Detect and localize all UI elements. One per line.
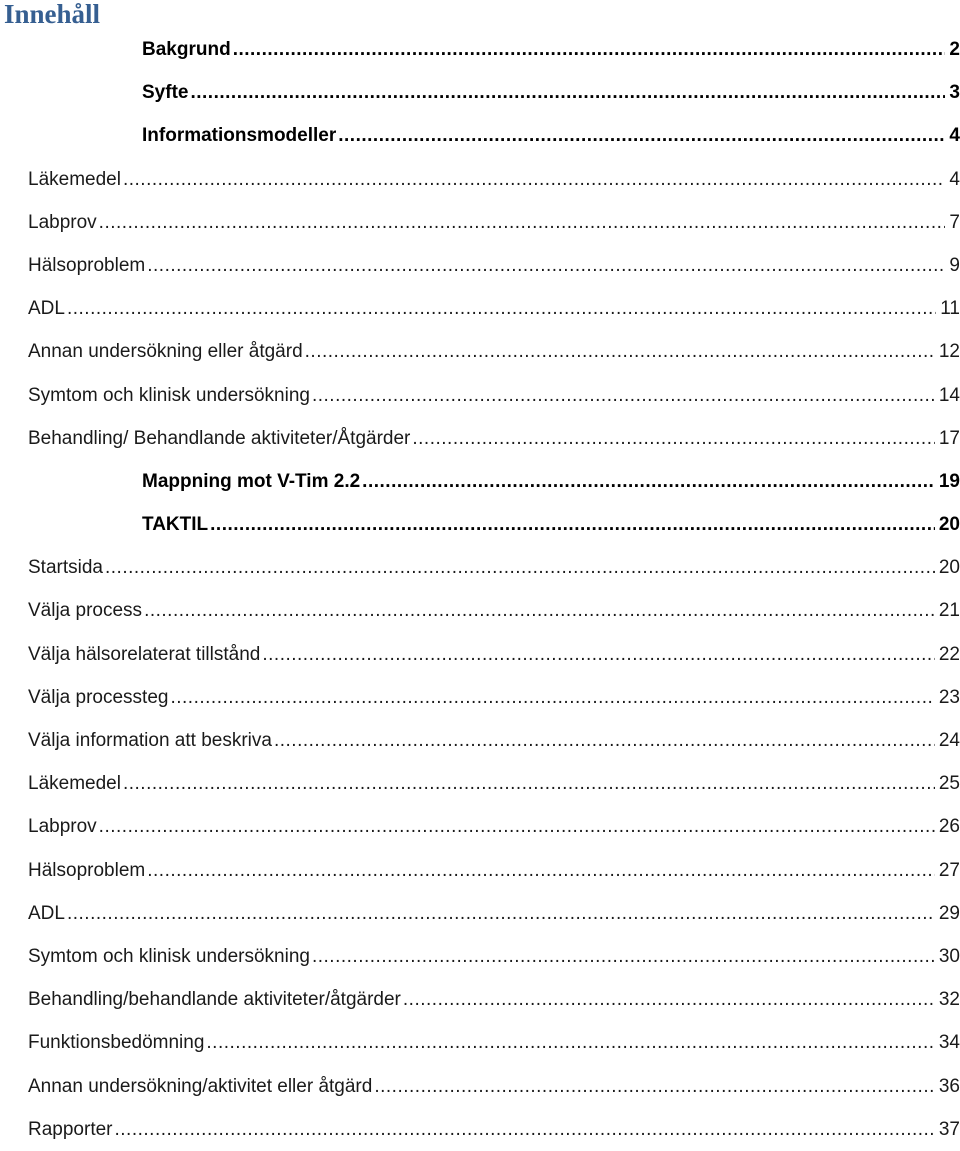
toc-entry-title: Hälsoproblem	[28, 254, 146, 276]
toc-entry-title: Syfte	[142, 82, 189, 104]
toc-entry-title: Hälsoproblem	[28, 859, 146, 881]
toc-entry-title: Välja processteg	[28, 686, 169, 708]
toc-leader-dots	[67, 892, 935, 935]
toc-leader-dots	[412, 417, 934, 460]
toc-entry-page: 14	[938, 384, 960, 406]
toc-entry-title: Annan undersökning/aktivitet eller åtgärd	[28, 1075, 373, 1097]
toc-entry-page: 22	[938, 643, 960, 665]
toc-entry-title: Bakgrund	[142, 39, 231, 60]
toc-entry[interactable]	[0, 374, 960, 417]
toc-leader-dots	[312, 935, 935, 978]
toc-entry[interactable]	[0, 417, 960, 460]
toc-entry[interactable]	[0, 460, 960, 503]
toc-leader-dots	[147, 849, 935, 892]
toc-leader-dots	[206, 1021, 934, 1064]
toc-entry-page: 11	[940, 298, 960, 320]
toc-entry-page: 4	[949, 125, 960, 147]
toc-entry-page: 19	[938, 470, 960, 492]
toc-entry-title: Välja information att beskriva	[28, 730, 272, 751]
toc-entry-page: 7	[949, 211, 960, 233]
toc-entry-title: Labprov	[28, 816, 97, 838]
toc-entry-title: TAKTIL	[142, 514, 209, 536]
toc-entry-title: ADL	[28, 902, 65, 924]
toc-entry-page: 36	[938, 1075, 960, 1097]
toc-leader-dots	[115, 1108, 935, 1151]
toc-leader-dots	[210, 503, 935, 546]
toc-entry-page: 25	[938, 773, 960, 795]
toc-entry-title: Läkemedel	[28, 168, 121, 190]
toc-entry-page: 20	[938, 557, 960, 579]
toc-entry[interactable]	[0, 935, 960, 978]
toc-entry-page: 3	[949, 82, 960, 104]
toc-entry-page: 20	[938, 514, 960, 536]
toc-entry-title: Mappning mot V-Tim 2.2	[142, 470, 361, 492]
toc-entry[interactable]	[0, 1021, 960, 1064]
toc-entry-page: 34	[938, 1032, 960, 1054]
toc-entry[interactable]	[0, 28, 960, 71]
toc-entry-page: 27	[938, 859, 960, 881]
toc-entry[interactable]	[0, 1108, 960, 1151]
toc-entry[interactable]	[0, 978, 960, 1021]
toc-leader-dots	[170, 676, 934, 719]
toc-entry-title: Informationsmodeller	[142, 125, 337, 147]
toc-entry-title: Behandling/ Behandlande aktiviteter/Åtgärder	[28, 427, 411, 449]
toc-entry-page: 12	[938, 341, 960, 363]
toc-leader-dots	[305, 330, 935, 373]
toc-entry-title: Symtom och klinisk undersökning	[28, 945, 310, 967]
toc-entry[interactable]	[0, 849, 960, 892]
toc-entry-page: 29	[938, 902, 960, 924]
toc-entry-title: ADL	[28, 298, 65, 320]
toc-entry[interactable]	[0, 244, 960, 287]
toc-entry[interactable]	[0, 114, 960, 157]
toc-entry-page: 21	[938, 600, 960, 622]
toc-entry[interactable]	[0, 546, 960, 589]
toc-leader-dots	[105, 546, 935, 589]
toc-leader-dots	[374, 1065, 935, 1108]
toc-entry[interactable]	[0, 633, 960, 676]
toc-leader-dots	[67, 287, 936, 330]
toc-leader-dots	[403, 978, 935, 1021]
toc-entry[interactable]	[0, 503, 960, 546]
toc-entry-page: 17	[938, 427, 960, 449]
toc-leader-dots	[274, 719, 935, 762]
toc-entry[interactable]	[0, 330, 960, 373]
toc-leader-dots	[362, 460, 935, 503]
toc-leader-dots	[190, 71, 945, 114]
toc-leader-dots	[338, 114, 945, 157]
toc-leader-dots	[99, 805, 935, 848]
toc-entry[interactable]	[0, 719, 960, 762]
toc-entry-page: 24	[938, 730, 960, 751]
toc-entry-title: Rapporter	[28, 1118, 113, 1140]
toc-entry-title: Annan undersökning eller åtgärd	[28, 341, 303, 363]
toc-leader-dots	[147, 244, 945, 287]
toc-entry-title: Välja process	[28, 600, 143, 622]
toc-leader-dots	[123, 158, 945, 201]
toc-entry[interactable]	[0, 71, 960, 114]
toc-entry-title: Läkemedel	[28, 773, 121, 795]
toc-entry[interactable]	[0, 1065, 960, 1108]
toc-entry[interactable]	[0, 589, 960, 632]
toc-entry-title: Funktionsbedömning	[28, 1032, 205, 1054]
toc-leader-dots	[99, 201, 946, 244]
toc-entry[interactable]	[0, 762, 960, 805]
toc-entry[interactable]	[0, 805, 960, 848]
toc-entry-page: 26	[938, 816, 960, 838]
toc-entry-page: 30	[938, 945, 960, 967]
toc-leader-dots	[262, 633, 935, 676]
toc-entry-title: Behandling/behandlande aktiviteter/åtgärder	[28, 989, 401, 1011]
toc-entry-title: Startsida	[28, 557, 103, 579]
toc-heading: Innehåll	[4, 0, 101, 29]
toc-entry-page: 37	[938, 1118, 960, 1140]
toc-entry-title: Symtom och klinisk undersökning	[28, 384, 310, 406]
toc-entry-title: Välja hälsorelaterat tillstånd	[28, 643, 261, 665]
toc-entry-page: 9	[949, 254, 960, 276]
toc-leader-dots	[233, 28, 946, 71]
toc-entry-page: 23	[938, 686, 960, 708]
toc-list	[0, 28, 960, 1151]
toc-leader-dots	[123, 762, 935, 805]
toc-entry[interactable]	[0, 201, 960, 244]
toc-entry[interactable]	[0, 287, 960, 330]
toc-entry[interactable]	[0, 676, 960, 719]
toc-entry[interactable]	[0, 892, 960, 935]
toc-entry-title: Labprov	[28, 211, 97, 233]
toc-leader-dots	[312, 374, 935, 417]
toc-entry[interactable]	[0, 158, 960, 201]
toc-entry-page: 2	[949, 39, 960, 60]
toc-entry-page: 32	[938, 989, 960, 1011]
toc-entry-page: 4	[949, 168, 960, 190]
toc-leader-dots	[144, 589, 935, 632]
